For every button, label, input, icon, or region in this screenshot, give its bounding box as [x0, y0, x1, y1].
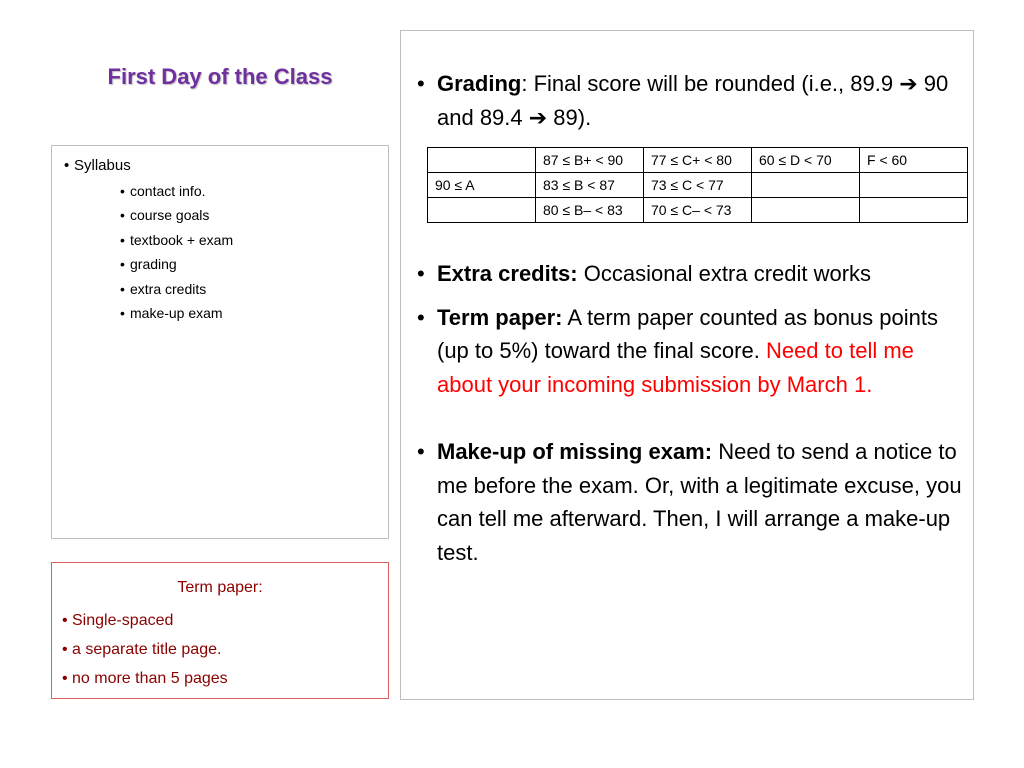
list-item: • make-up exam — [120, 305, 223, 321]
term-paper-box — [51, 562, 389, 699]
arrow-right-icon: ➔ — [528, 104, 548, 130]
syllabus-box — [51, 145, 389, 539]
list-item: • course goals — [120, 207, 210, 223]
term-paper-paragraph: • Term paper: A term paper counted as bonus points (up to 5%) toward the final score. Need to tell me about your incoming submission by March 1. — [417, 304, 938, 397]
grading-label: Grading — [437, 71, 522, 96]
extra-credits-label: Extra credits: — [437, 261, 578, 286]
list-item: • a separate title page. — [62, 641, 222, 658]
syllabus-heading: • Syllabus — [64, 157, 131, 174]
makeup-exam-paragraph: • Make-up of missing exam: Need to send a notice to me before the exam. Or, with a legitimate excuse, you can tell me afterward. Then, I will arrange a make-up test. — [417, 439, 962, 565]
table-row: 90 ≤ A 83 ≤ B < 87 73 ≤ C < 77 — [428, 173, 968, 198]
list-item: • grading — [120, 256, 177, 272]
arrow-right-icon: ➔ — [899, 71, 918, 96]
extra-credits-paragraph: • Extra credits: Occasional extra credit works — [417, 261, 872, 286]
term-paper-heading: Term paper: — [177, 579, 263, 596]
list-item: • extra credits — [120, 280, 207, 297]
grading-table — [427, 147, 968, 223]
table-row: 80 ≤ B– < 83 70 ≤ C– < 73 — [428, 198, 968, 223]
list-item: • Single-spaced — [62, 612, 174, 629]
list-item: • contact info. — [120, 182, 206, 199]
main-content-box — [400, 30, 974, 700]
grading-paragraph: • Grading: Final score will be rounded (i.e., 89.9 ➔ 90 and 89.4 ➔ 89). — [417, 71, 949, 130]
makeup-exam-label: Make-up of missing exam: — [437, 439, 713, 464]
table-row: 87 ≤ B+ < 90 77 ≤ C+ < 80 60 ≤ D < 70 F < 60 — [428, 148, 968, 173]
list-item: • textbook + exam — [120, 231, 234, 248]
term-paper-deadline: Need to tell me about your incoming submission by March 1. — [437, 338, 914, 397]
term-paper-label: Term paper: — [437, 304, 563, 330]
list-item: • no more than 5 pages — [62, 670, 228, 687]
page-title: First Day of the Class — [107, 64, 333, 89]
